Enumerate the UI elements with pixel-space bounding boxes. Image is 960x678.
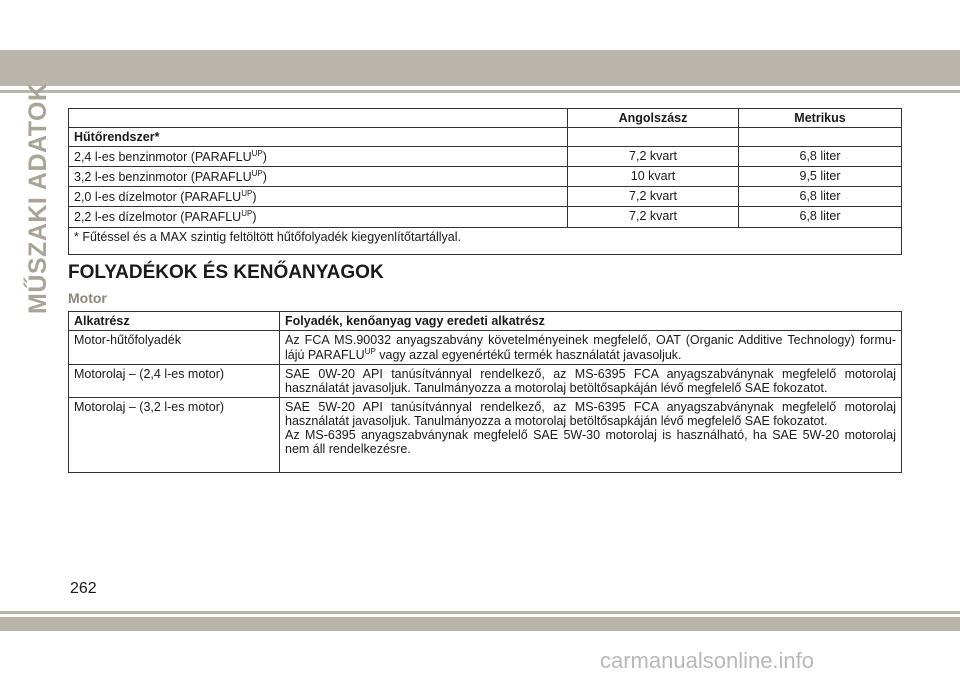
subsection-title: Motor [68, 290, 107, 306]
coolant-capacity-table [68, 108, 902, 255]
row-desc: SAE 5W-20 API tanúsítvánnyal rendelkező, az MS-6395 FCA anyagszabványnak megfelelő motorolaj használatát javasoljuk. Tanulmányozza a motorolaj betöltősapkáján lévő megfelelő SAE fokozatot. Az MS-6395 anyagszabványnak megfelelő SAE 5W-30 motorolaj is használható, ha SAE 5W-20 motorolaj nem áll rendelkezésre. [280, 398, 902, 473]
side-section-title: MŰSZAKI ADATOK [23, 82, 52, 314]
row-part: Motorolaj – (2,4 l-es motor) [69, 365, 280, 398]
table-row [69, 167, 902, 187]
table-row [69, 207, 902, 227]
row-imperial: 7,2 kvart [568, 187, 739, 207]
row-desc: SAE 0W-20 API tanúsítvánnyal rendelkező, az MS-6395 FCA anyagszabványnak megfelelő motorolaj használatát javasoljuk. Tanulmányozza a motorolaj betöltősapkáján lévő megfelelő SAE fokozatot. [280, 365, 902, 398]
table-header-row [69, 109, 902, 128]
table-section-row [69, 128, 902, 147]
row-label: 2,2 l-es dízelmotor $(PARAFLU^{UP})$ [69, 207, 568, 227]
row-imperial: 7,2 kvart [568, 147, 739, 167]
table-row [69, 398, 902, 473]
table-row [69, 187, 902, 207]
header-fluid: Folyadék, kenőanyag vagy eredeti alkatrész [280, 312, 902, 331]
header-imperial: Angolszász [568, 109, 739, 128]
footnote: * Fűtéssel és a MAX szintig feltöltött hűtőfolyadék kiegyenlítőtartállyal. [69, 227, 902, 254]
bottom-band-line [0, 611, 960, 614]
row-part: Motorolaj – (3,2 l-es motor) [69, 398, 280, 473]
header-part: Alkatrész [69, 312, 280, 331]
section-title: FOLYADÉKOK ÉS KENŐANYAGOK [68, 262, 384, 283]
top-band [0, 50, 960, 86]
row-metric: 9,5 liter [739, 167, 902, 187]
header-metric: Metrikus [739, 109, 902, 128]
section-label: Hűtőrendszer* [69, 128, 568, 147]
table-header-row [69, 312, 902, 331]
row-part: Motor-hűtőfolyadék [69, 331, 280, 365]
row-label: 3,2 l-es benzinmotor $(PARAFLU^{UP})$ [69, 167, 568, 187]
row-imperial: 7,2 kvart [568, 207, 739, 227]
header-empty [69, 109, 568, 128]
page-number: 262 [70, 580, 97, 597]
table-row [69, 147, 902, 167]
fluids-table [68, 311, 902, 473]
table-row [69, 331, 902, 365]
watermark: carmanualsonline.info [600, 648, 815, 673]
row-metric: 6,8 liter [739, 207, 902, 227]
row-imperial: 10 kvart [568, 167, 739, 187]
table-footnote-row [69, 227, 902, 254]
table-row [69, 365, 902, 398]
row-metric: 6,8 liter [739, 147, 902, 167]
row-metric: 6,8 liter [739, 187, 902, 207]
top-band-line [0, 90, 960, 93]
bottom-band [0, 617, 960, 631]
row-label: 2,4 l-es benzinmotor $(PARAFLU^{UP})$ [69, 147, 568, 167]
row-label: 2,0 l-es dízelmotor $(PARAFLU^{UP})$ [69, 187, 568, 207]
row-desc: Az FCA MS.90032 anyagszabvány követelményeinek megfelelő, OAT (Organic Additive Technology) formu-lájú $PARAFLU^{UP}$ vagy azzal egyenértékű termék használatát javasoljuk. [280, 331, 902, 365]
